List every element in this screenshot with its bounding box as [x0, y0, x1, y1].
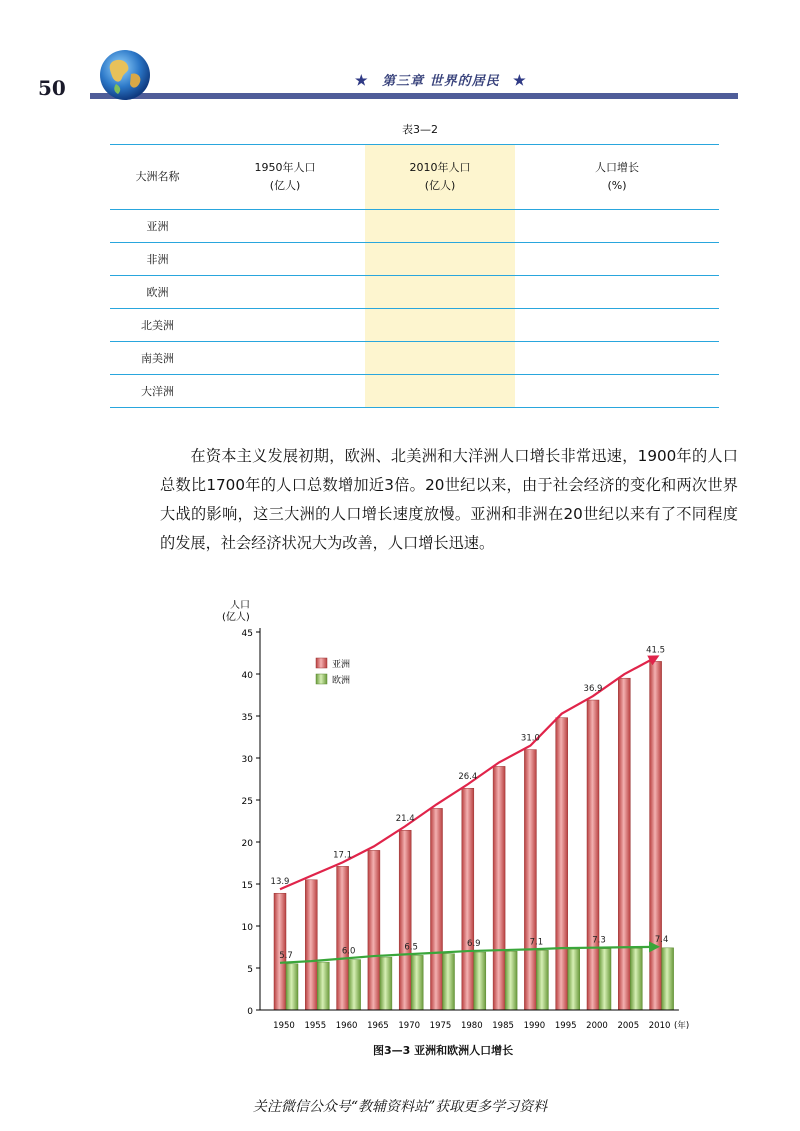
legend-label: 亚洲 — [332, 660, 351, 670]
table-row — [110, 276, 719, 309]
table-header-cell: 1950年人口 (亿人) — [205, 145, 365, 210]
data-label: 21.4 — [395, 814, 415, 825]
table-row — [110, 309, 719, 342]
chapter-title — [355, 70, 527, 89]
continent-name: 北美洲 — [110, 309, 205, 342]
table-cell[interactable] — [205, 342, 365, 375]
bar-europe — [568, 949, 580, 1010]
bar-europe — [317, 962, 329, 1010]
data-label: 41.5 — [646, 645, 666, 656]
table-cell[interactable] — [515, 276, 719, 309]
bar-asia — [587, 700, 599, 1010]
bar-asia — [305, 880, 317, 1010]
bar-europe — [662, 948, 674, 1010]
table-cell[interactable] — [365, 342, 515, 375]
table-header-cell: 大洲名称 — [110, 145, 205, 210]
bar-asia — [399, 830, 411, 1010]
page-number: 50 — [38, 76, 66, 100]
bar-europe — [536, 950, 548, 1010]
body-paragraph — [160, 442, 738, 558]
table-header-cell: 人口增长 (%) — [515, 145, 719, 210]
continent-name: 大洋洲 — [110, 375, 205, 408]
x-tick-label: 2005 — [617, 1021, 640, 1031]
data-label: 6.9 — [467, 939, 481, 950]
x-tick-label: 2000 — [586, 1021, 608, 1031]
y-axis-title: 人口 — [230, 600, 250, 611]
x-tick-label: 1985 — [492, 1021, 514, 1031]
bar-asia — [650, 661, 662, 1010]
header-rule — [90, 93, 738, 99]
bar-europe — [630, 948, 642, 1010]
table-cell[interactable] — [515, 342, 719, 375]
continent-name: 亚洲 — [110, 210, 205, 243]
y-axis-title: (亿人) — [222, 612, 250, 623]
continent-name: 欧洲 — [110, 276, 205, 309]
table-cell[interactable] — [205, 375, 365, 408]
data-label: 5.7 — [279, 950, 293, 961]
legend-swatch — [316, 674, 327, 684]
bar-europe — [380, 957, 392, 1010]
continent-name: 南美洲 — [110, 342, 205, 375]
bar-asia — [556, 718, 568, 1010]
y-tick-label: 30 — [241, 755, 253, 765]
table-cell[interactable] — [365, 375, 515, 408]
star-icon: ★ — [513, 73, 527, 89]
y-tick-label: 5 — [247, 965, 253, 975]
population-table — [110, 144, 719, 408]
y-tick-label: 40 — [241, 671, 253, 681]
bar-europe — [599, 949, 611, 1010]
data-label: 36.9 — [583, 684, 603, 695]
footer-note: 关注微信公众号“教辅资料站”获取更多学习资料 — [252, 1099, 548, 1115]
bar-asia — [368, 850, 380, 1010]
table-header-row — [110, 145, 719, 210]
bar-asia — [462, 788, 474, 1010]
table-cell[interactable] — [205, 309, 365, 342]
data-label: 6.0 — [341, 946, 356, 957]
table-cell[interactable] — [365, 210, 515, 243]
chapter-title-text: 第三章 世界的居民 — [382, 74, 500, 89]
table-cell[interactable] — [365, 243, 515, 276]
table-cell[interactable] — [515, 309, 719, 342]
data-label: 7.4 — [654, 934, 669, 945]
x-tick-label: 1970 — [398, 1021, 421, 1031]
table-header-cell: 2010年人口 (亿人) — [365, 145, 515, 210]
bar-europe — [349, 960, 361, 1010]
x-tick-label: 1980 — [460, 1021, 483, 1031]
bar-asia — [618, 678, 630, 1010]
x-axis-title: (年) — [674, 1021, 690, 1031]
x-tick-label: 1975 — [429, 1021, 452, 1031]
x-tick-label: 1960 — [335, 1021, 358, 1031]
legend-swatch — [316, 658, 327, 668]
table-row — [110, 243, 719, 276]
table-row — [110, 342, 719, 375]
data-label: 7.3 — [592, 935, 606, 946]
paragraph-text: 在资本主义发展初期，欧洲、北美洲和大洋洲人口增长非常迅速，1900年的人口总数比1700年的人口总数增加近3倍。20世纪以来，由于社会经济的变化和两次世界大战的影响，这三大洲的人口增长速度放慢。亚洲和非洲在20世纪以来有了不同程度的发展，社会经济状况大为改善，人口增长迅速。 — [160, 447, 738, 552]
y-tick-label: 35 — [241, 713, 253, 723]
table-cell[interactable] — [365, 276, 515, 309]
table-cell[interactable] — [205, 243, 365, 276]
population-chart — [218, 600, 718, 1040]
table-cell[interactable] — [515, 375, 719, 408]
bar-asia — [493, 766, 505, 1010]
bar-europe — [474, 952, 486, 1010]
bar-asia — [431, 808, 443, 1010]
bar-asia — [337, 866, 349, 1010]
x-tick-label: 1965 — [367, 1021, 389, 1031]
y-tick-label: 10 — [241, 923, 253, 933]
x-tick-label: 1950 — [273, 1021, 295, 1031]
y-tick-label: 25 — [241, 797, 253, 807]
bar-europe — [443, 954, 455, 1010]
x-tick-label: 2010 — [648, 1021, 671, 1031]
continent-name: 非洲 — [110, 243, 205, 276]
x-tick-label: 1995 — [554, 1021, 577, 1031]
bar-europe — [286, 964, 298, 1010]
bar-europe — [505, 951, 517, 1010]
figure-caption: 图3—3 亚洲和欧洲人口增长 — [373, 1044, 514, 1057]
data-label: 6.5 — [404, 942, 418, 953]
bar-europe — [411, 955, 423, 1010]
table-cell[interactable] — [365, 309, 515, 342]
y-tick-label: 0 — [247, 1007, 253, 1017]
x-tick-label: 1990 — [523, 1021, 546, 1031]
data-label: 17.1 — [333, 850, 353, 861]
table-caption: 表3—2 — [402, 123, 438, 136]
data-label: 13.9 — [270, 877, 290, 888]
y-tick-label: 15 — [241, 881, 253, 891]
table-cell[interactable] — [515, 243, 719, 276]
legend-label: 欧洲 — [332, 676, 351, 686]
y-tick-label: 20 — [241, 839, 253, 849]
table-cell[interactable] — [205, 210, 365, 243]
x-tick-label: 1955 — [304, 1021, 327, 1031]
y-tick-label: 45 — [241, 629, 253, 639]
table-cell[interactable] — [205, 276, 365, 309]
data-label: 31.0 — [520, 733, 540, 744]
data-label: 7.1 — [529, 937, 544, 948]
globe-icon — [98, 48, 152, 102]
table-row — [110, 210, 719, 243]
bar-asia — [524, 750, 536, 1010]
table-row — [110, 375, 719, 408]
data-label: 26.4 — [458, 772, 478, 783]
star-icon: ★ — [355, 73, 369, 89]
table-cell[interactable] — [515, 210, 719, 243]
